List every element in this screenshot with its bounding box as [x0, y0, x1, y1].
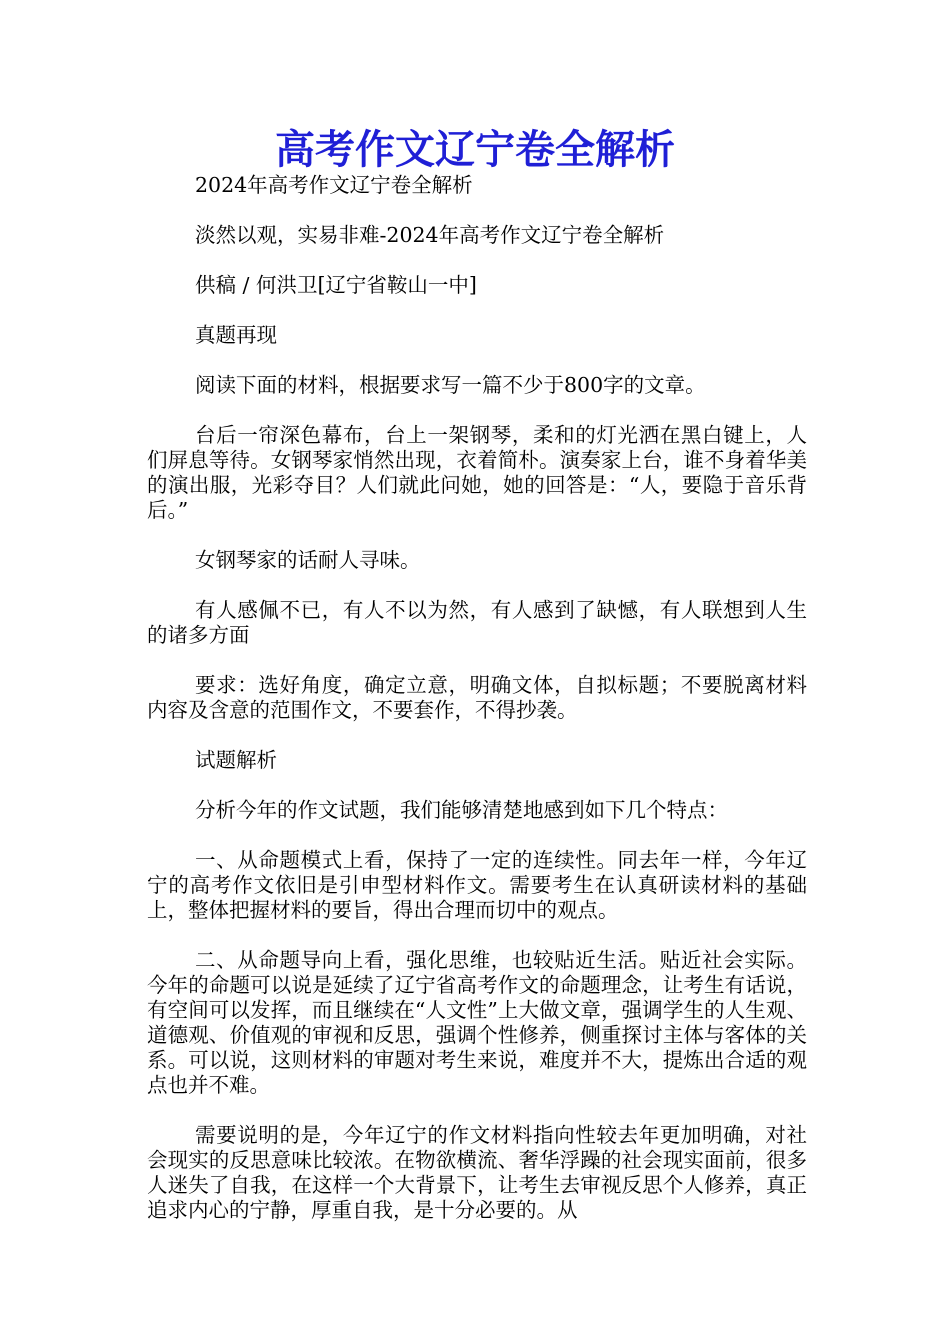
paragraph-requirements: 要求：选好角度，确定立意，明确文体，自拟标题；不要脱离材料内容及含意的范围作文，不要套作，不得抄袭。	[147, 673, 807, 722]
paragraph-author: 供稿 / 何洪卫[辽宁省鞍山一中]	[195, 273, 477, 297]
paragraph-headline: 淡然以观，实易非难-2024年高考作文辽宁卷全解析	[195, 223, 665, 247]
paragraph-material: 台后一帘深色幕布，台上一架钢琴，柔和的灯光洒在黑白键上，人们屏息等待。女钢琴家悄然出现，衣着简朴。演奏家上台，谁不身着华美的演出服，光彩夺目？人们就此问她，她的回答是：“人，要隐于音乐背后。”	[147, 423, 807, 522]
paragraph-point-two: 二、从命题导向上看，强化思维，也较贴近生活。贴近社会实际。今年的命题可以说是延续了辽宁省高考作文的命题理念，让考生有话说，有空间可以发挥，而且继续在“人文性”上大做文章，强调学生的人生观、道德观、价值观的审视和反思，强调个性修养，侧重探讨主体与客体的关系。可以说，这则材料的审题对考生来说，难度并不大，提炼出合适的观点也并不难。	[147, 948, 807, 1097]
paragraph-reactions: 有人感佩不已，有人不以为然，有人感到了缺憾，有人联想到人生的诸多方面	[147, 598, 807, 647]
section-heading-analysis: 试题解析	[195, 748, 277, 772]
paragraph-analysis-intro: 分析今年的作文试题，我们能够清楚地感到如下几个特点：	[195, 798, 728, 822]
paragraph-note: 需要说明的是，今年辽宁的作文材料指向性较去年更加明确，对社会现实的反思意味比较浓。在物欲横流、奢华浮躁的社会现实面前，很多人迷失了自我，在这样一个大背景下，让考生去审视反思个人修养，真正追求内心的宁静，厚重自我，是十分必要的。从	[147, 1123, 807, 1222]
paragraph-point-one: 一、从命题模式上看，保持了一定的连续性。同去年一样，今年辽宁的高考作文依旧是引申型材料作文。需要考生在认真研读材料的基础上，整体把握材料的要旨，得出合理而切中的观点。	[147, 848, 807, 922]
paragraph-instruction: 阅读下面的材料，根据要求写一篇不少于800字的文章。	[195, 373, 706, 397]
section-heading-exam: 真题再现	[195, 323, 277, 347]
paragraph-material-note: 女钢琴家的话耐人寻味。	[195, 548, 421, 572]
document-title: 高考作文辽宁卷全解析	[275, 126, 675, 173]
paragraph-subtitle: 2024年高考作文辽宁卷全解析	[195, 173, 473, 197]
